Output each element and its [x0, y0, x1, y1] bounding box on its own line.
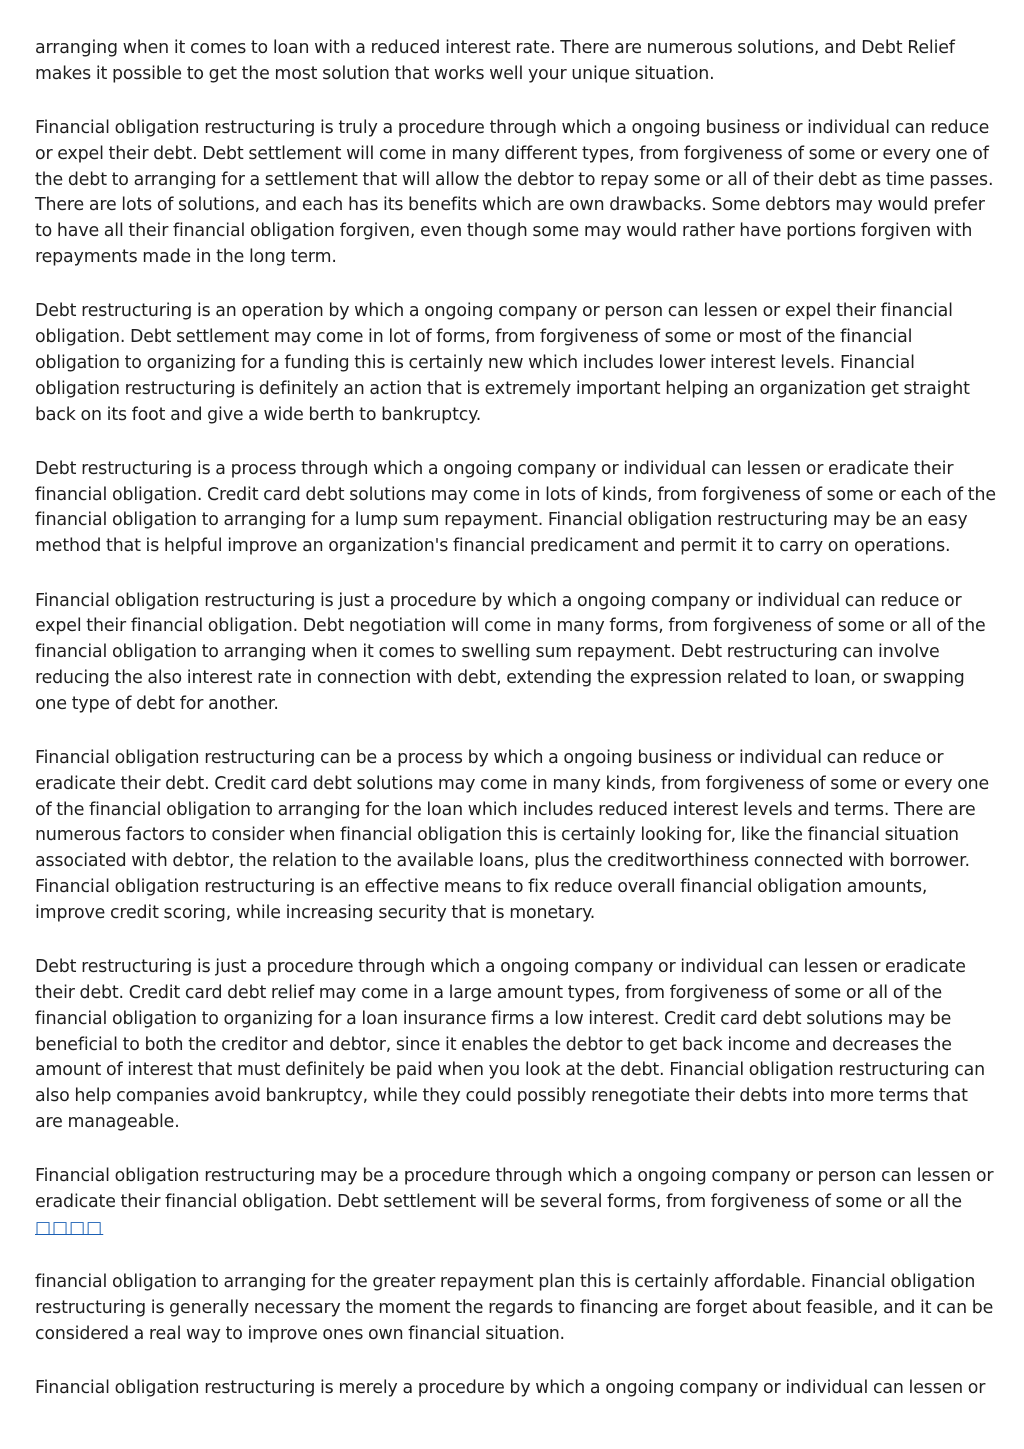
paragraph-9: financial obligation to arranging for the greater repayment plan this is certainly affordable. Financial obligation restructuring is generally necessary the moment the regards to financing are forget about feasible, and it can be considered a real way to improve ones own financial situation.	[35, 1272, 994, 1344]
paragraph-10: Financial obligation restructuring is merely a procedure by which a ongoing company or individual can lessen or	[35, 1377, 986, 1398]
paragraph-with-link	[35, 1164, 997, 1241]
paragraph-6: Financial obligation restructuring can be a process by which a ongoing business or individual can reduce or eradicate their debt. Credit card debt solutions may come in many kinds, from forgiveness of some or every one of the financial obligation to arranging for the loan which includes reduced interest levels and terms. There are numerous factors to consider when financial obligation this is certainly looking for, like the financial situation associated with debtor, the relation to the available loans, plus the creditworthiness connected with borrower. Financial obligation restructuring is an effective means to fix reduce overall financial obligation amounts, improve credit scoring, while increasing security that is monetary.	[35, 748, 990, 923]
link-line	[35, 1216, 997, 1242]
paragraph-8-text: Financial obligation restructuring may be a procedure through which a ongoing company or person can lessen or eradicate their financial obligation. Debt settlement will be several forms, from forgiveness of some or all the	[35, 1166, 994, 1212]
paragraph-2: Financial obligation restructuring is truly a procedure through which a ongoing business or individual can reduce or expel their debt. Debt settlement will come in many different types, from forgiveness of some or every one of the debt to arranging for a settlement that will allow the debtor to repay some or all of their debt as time passes. There are lots of solutions, and each has its benefits which are own drawbacks. Some debtors may would prefer to have all their financial obligation forgiven, even though some may would rather have portions forgiven with repayments made in the long term.	[35, 118, 994, 268]
paragraph-3: Debt restructuring is an operation by which a ongoing company or person can lessen or expel their financial obligation. Debt settlement may come in lot of forms, from forgiveness of some or most of the financial obligation to organizing for a funding this is certainly new which includes lower interest levels. Financial obligation restructuring is definitely an action that is extremely important helping an organization get straight back on its foot and give a wide berth to bankruptcy.	[35, 301, 970, 425]
inline-link[interactable]: □□□□	[35, 1217, 104, 1238]
paragraph-4: Debt restructuring is a process through which a ongoing company or individual can lessen or eradicate their financial obligation. Credit card debt solutions may come in lots of kinds, from forgiveness of some or each of the financial obligation to arranging for a lump sum repayment. Financial obligation restructuring may be an easy method that is helpful improve an organization's financial predicament and permit it to carry on operations.	[35, 458, 996, 557]
paragraph-1: arranging when it comes to loan with a reduced interest rate. There are numerous solutions, and Debt Relief makes it possible to get the most solution that works well your unique situation.	[35, 38, 955, 84]
document-body	[35, 36, 997, 1430]
paragraph-5: Financial obligation restructuring is just a procedure by which a ongoing company or individual can reduce or expel their financial obligation. Debt negotiation will come in many forms, from forgiveness of some or all of the financial obligation to arranging when it comes to swelling sum repayment. Debt restructuring can involve reducing the also interest rate in connection with debt, extending the expression related to loan, or swapping one type of debt for another.	[35, 590, 986, 714]
paragraph-7: Debt restructuring is just a procedure through which a ongoing company or individual can lessen or eradicate their debt. Credit card debt relief may come in a large amount types, from forgiveness of some or all of the financial obligation to organizing for a loan insurance firms a low interest. Credit card debt solutions may be beneficial to both the creditor and debtor, since it enables the debtor to get back income and decreases the amount of interest that must definitely be paid when you look at the debt. Financial obligation restructuring can also help companies avoid bankruptcy, while they could possibly renegotiate their debts into more terms that are manageable.	[35, 957, 986, 1132]
